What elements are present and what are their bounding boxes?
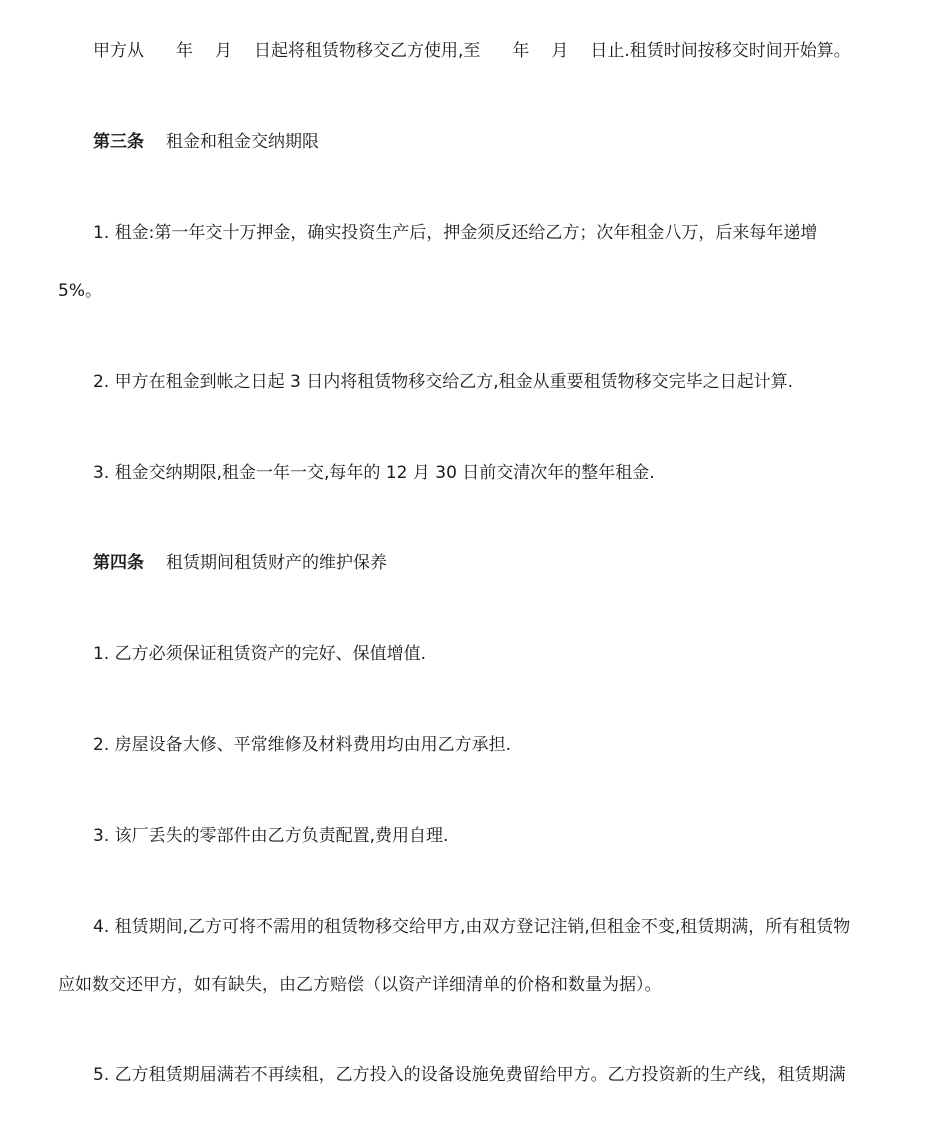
article-title: 租赁期间租赁财产的维护保养 — [166, 553, 387, 573]
article-4-item-3: 3. 该厂丢失的零部件由乙方负责配置,费用自理. — [93, 826, 449, 846]
text-segment: 日止.租赁时间按移交时间开始算。 — [590, 41, 851, 61]
article-3-item-3: 3. 租金交纳期限,租金一年一交,每年的 12 月 30 日前交清次年的整年租金. — [93, 463, 655, 483]
year-label: 年 — [176, 41, 193, 61]
article-3-item-1-line-1: 1. 租金:第一年交十万押金，确实投资生产后，押金须反还给乙方；次年租金八万，后来每年递增 — [93, 223, 818, 243]
article-4-item-4-line-2: 应如数交还甲方，如有缺失，由乙方赔偿（以资产详细清单的价格和数量为据）。 — [58, 975, 662, 995]
text-segment: 甲方从 — [93, 41, 144, 61]
article-4-item-4-line-1: 4. 租赁期间,乙方可将不需用的租赁物移交给甲方,由双方登记注销,但租金不变,租赁期满，所有租赁物 — [93, 917, 851, 937]
article-label: 第三条 — [93, 132, 144, 152]
month-label: 月 — [215, 41, 232, 61]
article-3-item-2: 2. 甲方在租金到帐之日起 3 日内将租赁物移交给乙方,租金从重要租赁物移交完毕之日起计算. — [93, 372, 794, 392]
article-label: 第四条 — [93, 553, 144, 573]
article-3-heading — [93, 131, 898, 153]
year-label: 年 — [512, 41, 530, 61]
handover-period-line — [93, 40, 898, 62]
article-4-heading — [93, 552, 898, 574]
article-title: 租金和租金交纳期限 — [166, 132, 319, 152]
article-4-item-1: 1. 乙方必须保证租赁资产的完好、保值增值. — [93, 644, 427, 664]
article-3-item-1-line-2: 5%。 — [58, 281, 102, 301]
month-label: 月 — [551, 41, 569, 61]
article-4-item-5-line-1: 5. 乙方租赁期届满若不再续租，乙方投入的设备设施免费留给甲方。乙方投资新的生产线，租赁期满 — [93, 1065, 846, 1085]
article-4-item-2: 2. 房屋设备大修、平常维修及材料费用均由用乙方承担. — [93, 735, 512, 755]
text-segment: 日起将租赁物移交乙方使用,至 — [254, 41, 481, 61]
